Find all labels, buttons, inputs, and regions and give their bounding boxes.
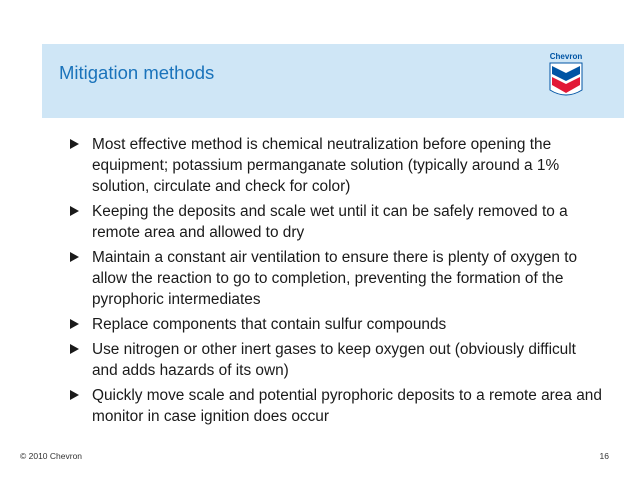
bullet-text: Use nitrogen or other inert gases to keep oxygen out (obviously difficult and adds hazards of its own): [92, 341, 576, 379]
footer-copyright: © 2010 Chevron: [20, 451, 83, 461]
bullet-text: Replace components that contain sulfur compounds: [92, 316, 447, 333]
bullet-marker-icon: [70, 139, 79, 149]
bullet-text: Maintain a constant air ventilation to ensure there is plenty of oxygen to allow the reaction to go to completion, preventing the formation of the pyrophoric intermediates: [92, 249, 578, 308]
bullet-item: [64, 314, 604, 335]
bullet-marker-icon: [70, 252, 79, 262]
bullet-marker-icon: [70, 319, 79, 329]
page-number: 16: [599, 451, 609, 461]
bullet-marker-icon: [70, 344, 79, 354]
bullet-item: [64, 201, 604, 243]
bullet-item: [64, 385, 604, 427]
bullet-text: Most effective method is chemical neutralization before opening the equipment; potassium permanganate solution (typically around a 1% solution, circulate and check for color): [92, 136, 560, 195]
bullet-marker-icon: [70, 206, 79, 216]
bullet-item: [64, 134, 604, 197]
bullet-item: [64, 339, 604, 381]
title-band: [42, 44, 624, 118]
bullet-text: Quickly move scale and potential pyrophoric deposits to a remote area and monitor in case ignition does occur: [92, 387, 602, 425]
bullet-text: Keeping the deposits and scale wet until it can be safely removed to a remote area and allowed to dry: [92, 203, 568, 241]
bullet-list: [64, 134, 604, 431]
slide-title: Mitigation methods: [59, 62, 215, 83]
logo-wordmark: Chevron: [549, 52, 583, 61]
bullet-marker-icon: [70, 390, 79, 400]
chevron-logo: [544, 50, 588, 100]
bullet-item: [64, 247, 604, 310]
